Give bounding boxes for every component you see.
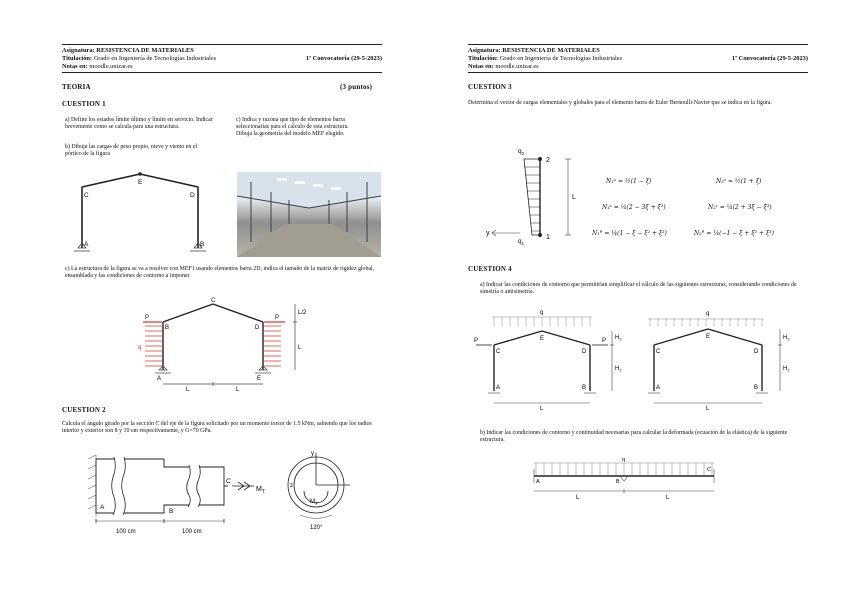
question-3-text: Determina el vector de cargas elementales y globales para el elemento barra de Euler Bernoulli-Navier que se indica en la figura. [468,100,772,106]
cbeam-label-A: A [536,479,540,485]
question-3-title: CUESTION 3 [468,83,512,91]
cbeam-label-C: C [707,467,711,473]
frame1-label-E: E [138,179,143,186]
q4-frame1-label-C: C [496,349,501,355]
question-1b: b) Dibuja las cargas de peso propio, nieve y viento en el pórtico de la figura [65,144,198,157]
svg-text:q1: $q_1$ [518,238,525,246]
q4-frame1-dim-H1: H [615,366,620,372]
frame2-label-q: q [138,345,142,351]
frame2-label-P-left: P [145,315,150,321]
exam-date: 1ª Convocatoria (29-5-2023) [305,54,382,62]
shape-fn-N2t: N₂ᶿ = ¼(−1 − ξ + ξ² + ξ³) [694,230,774,237]
exam-date-right: 1ª Convocatoria (29-5-2023) [731,54,808,62]
frame2-label-D: D [255,325,260,331]
svg-text:H1: $H_1$ [783,366,790,373]
exam-header: Asignatura: RESISTENCIA DE MATERIALES Titulación: Grado en Ingeniería de Tecnologías Industriales 1ª Convocatoria (29-5-2023) Notas en: moodle.unizar.es [62,44,382,73]
beam-label-q2: q [518,148,522,155]
cbeam-dim-L1: L [576,495,580,501]
frame1-label-D: D [190,192,195,199]
frame2-label-A: A [157,376,162,382]
theory-title: TEORIA [62,83,91,91]
q4-frame2-dim-H1: H [783,366,788,372]
question-2-title: CUESTION 2 [62,406,106,414]
shaft-dim-1: 100 cm [116,529,136,535]
frame1-label-B: B [200,241,205,248]
svg-text:H2: $H_2$ [615,335,622,342]
q4-frame1-q: q [540,310,544,316]
beam-label-q1: q [518,238,522,245]
svg-text:MT: $M_T$ [256,486,265,495]
q4-frame1-label-B: B [582,385,587,391]
q4-frame2-label-D: D [754,349,759,355]
shape-fn-N2u: N₂ᵘ = ½(1 + ξ) [716,178,762,185]
question-1-title: CUESTION 1 [62,100,106,108]
q4-frame1-P-right: P [602,338,607,344]
frame2-dim-L2-height: L/2 [298,310,307,316]
frame2-label-P-right: P [275,315,280,321]
section-label-MT: M [310,499,315,505]
frame1-label-C: C [84,192,89,199]
q4-frame1-dim-H2: H [615,335,620,341]
question-1c-side: c) Indica y razona que tipo de elementos barra seleccionarías para el cálculo de esta estructura. Dibuja la geometría del modelo MEF elegido. [236,117,349,137]
frame-figure-2 [135,292,315,392]
svg-text:q2: $q_2$ [518,148,525,156]
q4-frame1-P-left: P [474,338,479,344]
frame2-dim-L1: L [186,387,190,393]
cbeam-dim-L2: L [666,495,670,501]
question-1a: a) Define los estados límite último y límite en servicio. Indicar brevemente como se calcula para una estructura. [65,117,213,130]
shape-fn-N2v: N₂ᵛ = ¼(2 + 3ξ − ξ³) [708,204,772,211]
frame2-label-C: C [211,298,216,304]
cbeam-label-B: B [616,479,620,485]
beam-node-2: 2 [546,157,550,164]
shape-fn-N1t: N₁ᶿ = ¼(1 − ξ − ξ² + ξ³) [592,230,667,237]
q4-frame2-q: q [706,311,710,317]
frame1-label-A: A [84,241,89,248]
question-2-text: Calcula el ángulo girado por la sección C del eje de la figura solicitado por un momento torsor de 1.5 kNm, sabiendo que los radios interior y exterior son 8 y 10 cm respectivamente, y G=70 GPa. [62,421,372,434]
question-4b: b) Indicar las condiciones de contorno y continuidad necesarias para calcular la deformada (ecuación de la elástica) de la siguiente estructura. [480,430,788,443]
q4-frame2-label-E: E [706,334,711,340]
q4-frame1-label-E: E [540,336,545,342]
beam-axis-y: y [486,230,490,237]
shape-fn-N1v: N₁ᵛ = ¼(2 − 3ξ + ξ³) [602,204,666,211]
section-label-z: z [290,483,293,489]
shaft-label-B: B [169,508,174,515]
cbeam-q: q [622,457,626,463]
svg-text:MT: $M_T$ [310,499,318,506]
question-4a: a) Indicar las condiciones de contorno que permitirían simplificar el cálculo de las siguientes estructuras, considerando condiciones de simetría o antisimetría. [480,282,797,295]
svg-text:H1: $H_1$ [615,366,622,373]
q4-frame2-dim-L: L [706,406,710,412]
question-1c: c) La estructura de la figura se va a resolver con MEF1 usando elementos barra 2D, indica el tamaño de la matriz de rigidez global, ensamblada y las condiciones de contorno a imponer. [65,266,375,279]
shaft-figure [84,445,384,540]
q4-frame2-dim-H2: H [783,335,788,341]
q4-frame1-label-A: A [496,385,501,391]
shaft-dim-2: 100 cm [182,529,202,535]
theory-points: (3 puntos) [340,83,373,91]
q4-frame2-label-A: A [656,385,661,391]
question-4-title: CUESTION 4 [468,265,512,273]
q4-frame1-dim-L: L [540,406,544,412]
shaft-label-C: C [226,478,231,485]
frame2-dim-L2: L [236,387,240,393]
frame-figure-1 [60,165,230,255]
shaft-label-MT: M [256,486,262,493]
symmetry-frame-figure [472,305,802,410]
beam-dim-L: L [572,194,576,201]
frame2-dim-L-height: L [298,345,302,351]
right-page [424,0,848,599]
shape-fn-N1u: N₁ᵘ = ½(1 − ξ) [606,178,652,185]
shaft-label-A: A [100,504,105,511]
hangar-photo [237,172,381,257]
q4-frame1-label-D: D [582,349,587,355]
q4-frame2-label-B: B [754,385,759,391]
frame2-label-E: E [257,376,262,382]
q4-frame2-label-C: C [656,349,661,355]
beam-node-1: 1 [546,234,550,241]
beam-element-figure [484,145,584,245]
continuous-beam-figure [524,455,744,505]
svg-text:H2: $H_2$ [783,335,790,342]
exam-header-right: Asignatura: RESISTENCIA DE MATERIALES Titulación: Grado en Ingeniería de Tecnologías Industriales 1ª Convocatoria (29-5-2023) Notas en: moodle.unizar.es [468,44,808,73]
frame2-label-B: B [165,325,170,331]
section-label-y: y [311,451,314,457]
section-angle: 120° [310,525,323,531]
